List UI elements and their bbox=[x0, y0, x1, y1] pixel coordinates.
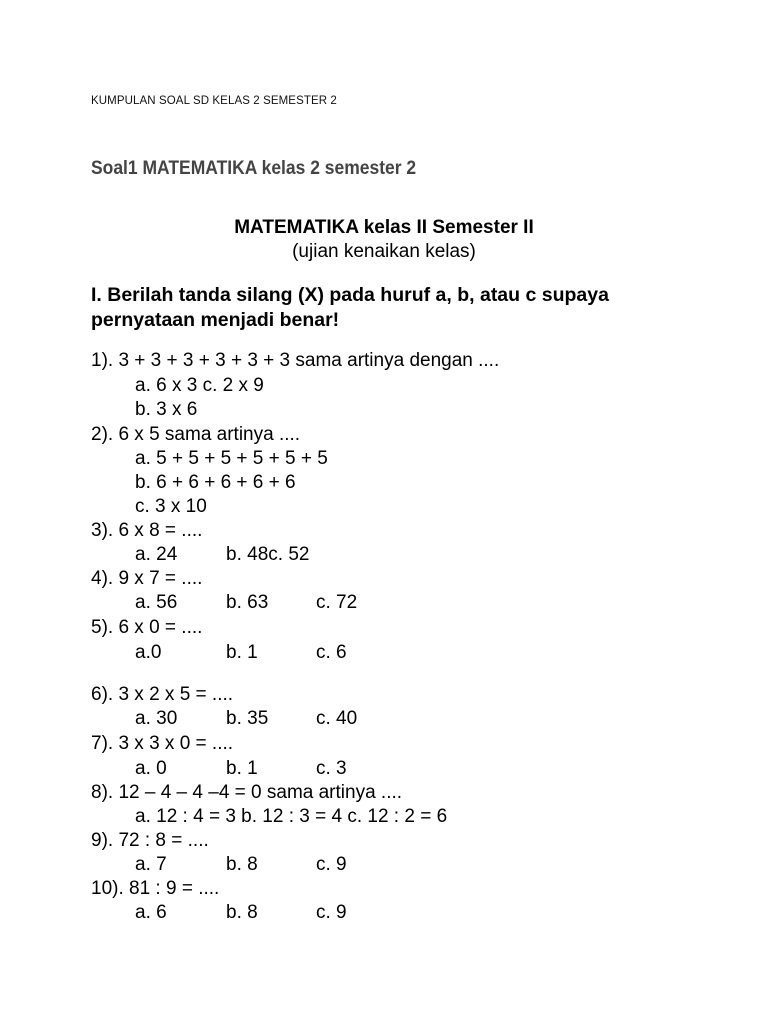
instruction-line-1: I. Berilah tanda silang (X) pada huruf a, b, atau c supaya bbox=[91, 284, 609, 306]
instruction-line-2: pernyataan menjadi benar! bbox=[91, 309, 340, 331]
question-10-option-b: b. 8 bbox=[226, 902, 258, 923]
question-4-option-a: a. 56 bbox=[135, 592, 178, 613]
question-4-option-c: c. 72 bbox=[316, 592, 358, 613]
question-3-option-b-c: b. 48c. 52 bbox=[226, 544, 310, 565]
document-header: KUMPULAN SOAL SD KELAS 2 SEMESTER 2 bbox=[91, 95, 337, 107]
question-10-option-c: c. 9 bbox=[316, 902, 347, 923]
question-1: 1). 3 + 3 + 3 + 3 + 3 + 3 sama artinya dengan .... bbox=[91, 350, 500, 371]
question-5-option-b: b. 1 bbox=[226, 642, 258, 663]
question-5-option-a: a.0 bbox=[135, 642, 162, 663]
question-8: 8). 12 – 4 – 4 –4 = 0 sama artinya .... bbox=[91, 782, 403, 803]
question-6-option-a: a. 30 bbox=[135, 708, 178, 729]
question-1-option-b: b. 3 x 6 bbox=[135, 399, 198, 420]
question-6-option-c: c. 40 bbox=[316, 708, 358, 729]
question-7-option-b: b. 1 bbox=[226, 758, 258, 779]
question-7-option-c: c. 3 bbox=[316, 758, 347, 779]
question-7: 7). 3 x 3 x 0 = .... bbox=[91, 733, 234, 754]
question-8-options: a. 12 : 4 = 3 b. 12 : 3 = 4 c. 12 : 2 = 6 bbox=[135, 806, 448, 827]
question-6: 6). 3 x 2 x 5 = .... bbox=[91, 684, 234, 705]
question-6-option-b: b. 35 bbox=[226, 708, 269, 729]
question-9: 9). 72 : 8 = .... bbox=[91, 830, 209, 851]
question-2-option-a: a. 5 + 5 + 5 + 5 + 5 + 5 bbox=[135, 448, 328, 469]
question-2-option-b: b. 6 + 6 + 6 + 6 + 6 bbox=[135, 472, 296, 493]
page-title-sub: (ujian kenaikan kelas) bbox=[292, 241, 476, 262]
question-9-option-a: a. 7 bbox=[135, 854, 167, 875]
question-4: 4). 9 x 7 = .... bbox=[91, 568, 203, 589]
question-5: 5). 6 x 0 = .... bbox=[91, 617, 203, 638]
question-1-option-a-c: a. 6 x 3 c. 2 x 9 bbox=[135, 375, 264, 396]
question-10-option-a: a. 6 bbox=[135, 902, 167, 923]
question-3-option-a: a. 24 bbox=[135, 544, 178, 565]
question-2-option-c: c. 3 x 10 bbox=[135, 496, 207, 517]
question-9-option-b: b. 8 bbox=[226, 854, 258, 875]
question-4-option-b: b. 63 bbox=[226, 592, 269, 613]
question-2: 2). 6 x 5 sama artinya .... bbox=[91, 424, 301, 445]
page-title: MATEMATIKA kelas II Semester II bbox=[234, 217, 534, 238]
question-9-option-c: c. 9 bbox=[316, 854, 347, 875]
question-3: 3). 6 x 8 = .... bbox=[91, 520, 203, 541]
question-7-option-a: a. 0 bbox=[135, 758, 167, 779]
question-10: 10). 81 : 9 = .... bbox=[91, 878, 220, 899]
document-subtitle: Soal1 MATEMATIKA kelas 2 semester 2 bbox=[91, 158, 417, 179]
question-5-option-c: c. 6 bbox=[316, 642, 347, 663]
